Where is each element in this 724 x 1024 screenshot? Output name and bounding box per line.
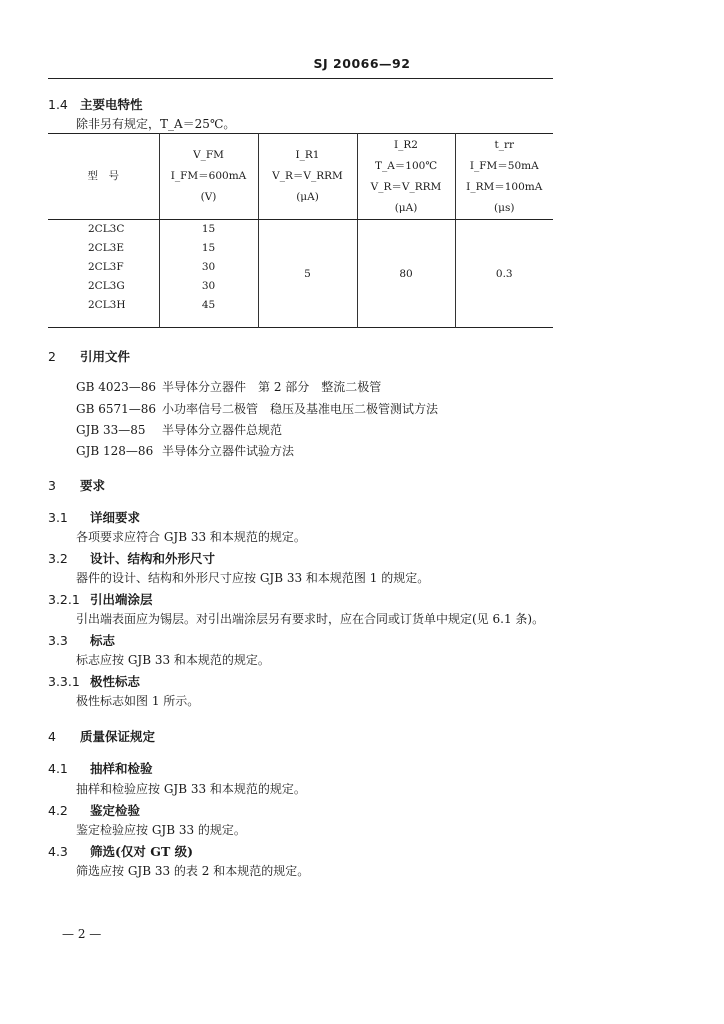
model-cell: 2CL3G bbox=[88, 280, 125, 292]
table-row bbox=[48, 220, 553, 328]
trr-value: 0.3 bbox=[455, 220, 553, 328]
reference-title: 小功率信号二极管 稳压及基准电压二极管测试方法 bbox=[162, 402, 439, 416]
subsection-heading: 4.2 鉴定检验 bbox=[48, 803, 141, 818]
reference-code: GB 6571—86 bbox=[76, 402, 157, 416]
reference-title: 半导体分立器件试验方法 bbox=[162, 444, 295, 458]
subsection-heading: 4.3 筛选(仅对 GT 级) bbox=[48, 844, 194, 859]
section-number: 3 bbox=[48, 478, 56, 493]
header-ir1: I_R1 V_R＝V_RRM (μA) bbox=[258, 134, 357, 220]
section-title: 要求 bbox=[80, 478, 106, 493]
vfm-cell: 30 bbox=[201, 280, 216, 292]
model-cell: 2CL3H bbox=[88, 299, 126, 311]
subsection-text: 各项要求应符合 GJB 33 和本规范的规定。 bbox=[76, 530, 306, 544]
reference-code: GB 4023—86 bbox=[76, 380, 157, 394]
ir2-value: 80 bbox=[357, 220, 455, 328]
section-number: 2 bbox=[48, 349, 56, 364]
header-model: 型 号 bbox=[48, 134, 159, 220]
document-code: SJ 20066—92 bbox=[313, 56, 411, 71]
section-title: 质量保证规定 bbox=[80, 729, 156, 744]
section-title: 主要电特性 bbox=[80, 97, 143, 112]
reference-item bbox=[76, 378, 381, 395]
reference-item bbox=[76, 442, 294, 459]
vfm-column bbox=[159, 220, 258, 328]
header-trr: t_rr I_FM＝50mA I_RM＝100mA (μs) bbox=[455, 134, 553, 220]
vfm-cell: 45 bbox=[201, 299, 216, 311]
subsection-text: 标志应按 GJB 33 和本规范的规定。 bbox=[76, 653, 270, 667]
section-title: 引用文件 bbox=[80, 349, 131, 364]
subsection-heading: 4.1 抽样和检验 bbox=[48, 761, 153, 776]
reference-code: GJB 33—85 bbox=[76, 423, 146, 437]
subsection-heading: 3.1 详细要求 bbox=[48, 510, 141, 525]
table-header-row bbox=[48, 134, 553, 220]
subsection-text: 引出端表面应为锡层。对引出端涂层另有要求时，应在合同或订货单中规定(见 6.1 条)。 bbox=[76, 612, 545, 626]
section-3-heading bbox=[48, 476, 105, 494]
reference-title: 半导体分立器件 第 2 部分 整流二极管 bbox=[162, 380, 382, 394]
subsection-text: 极性标志如图 1 所示。 bbox=[76, 694, 200, 708]
reference-code: GJB 128—86 bbox=[76, 444, 154, 458]
vfm-cell: 30 bbox=[201, 261, 216, 273]
subsection-text: 鉴定检验应按 GJB 33 的规定。 bbox=[76, 823, 246, 837]
subsection-heading: 3.2.1 引出端涂层 bbox=[48, 592, 153, 607]
condition-text: 除非另有规定，T_A＝25℃。 bbox=[76, 117, 236, 131]
model-cell: 2CL3C bbox=[88, 223, 125, 235]
reference-item bbox=[76, 421, 282, 438]
model-cell: 2CL3E bbox=[88, 242, 125, 254]
header-rule bbox=[48, 78, 553, 79]
subsection-heading: 3.3 标志 bbox=[48, 633, 116, 648]
subsection-text: 抽样和检验应按 GJB 33 和本规范的规定。 bbox=[76, 782, 306, 796]
subsection-text: 器件的设计、结构和外形尺寸应按 GJB 33 和本规范图 1 的规定。 bbox=[76, 571, 430, 585]
section-1-4-heading bbox=[48, 95, 143, 113]
vfm-cell: 15 bbox=[201, 223, 216, 235]
header-ir2: I_R2 T_A＝100℃ V_R＝V_RRM (μA) bbox=[357, 134, 455, 220]
subsection-heading: 3.3.1 极性标志 bbox=[48, 674, 141, 689]
section-number: 1.4 bbox=[48, 97, 68, 112]
electrical-characteristics-table bbox=[48, 133, 553, 328]
vfm-cell: 15 bbox=[201, 242, 216, 254]
header-vfm: V_FM I_FM＝600mA (V) bbox=[159, 134, 258, 220]
section-2-heading bbox=[48, 347, 130, 365]
ir1-value: 5 bbox=[258, 220, 357, 328]
section-number: 4 bbox=[48, 729, 56, 744]
subsection-text: 筛选应按 GJB 33 的表 2 和本规范的规定。 bbox=[76, 864, 310, 878]
reference-title: 半导体分立器件总规范 bbox=[162, 423, 283, 437]
subsection-heading: 3.2 设计、结构和外形尺寸 bbox=[48, 551, 216, 566]
page-number: — 2 — bbox=[62, 927, 102, 941]
section-4-heading bbox=[48, 727, 155, 745]
reference-item bbox=[76, 400, 438, 417]
model-column bbox=[48, 220, 159, 328]
model-cell: 2CL3F bbox=[88, 261, 124, 273]
